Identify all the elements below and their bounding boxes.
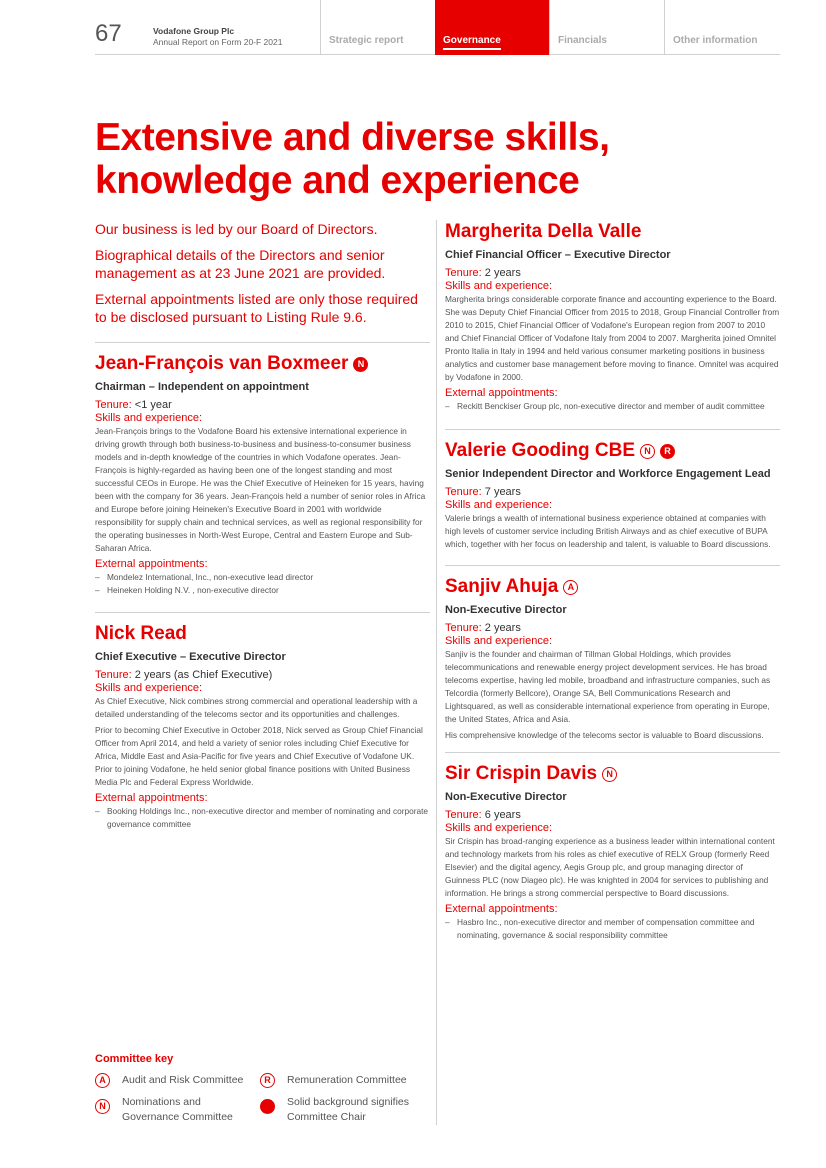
tenure-value: 6 years [484,809,521,821]
external-appointment: – Booking Holdings Inc., non-executive director and member of nominating and corporate governance committee [95,805,430,831]
director-tenure [95,399,430,412]
director-name-row [445,762,780,786]
director-bio [445,293,780,384]
director-card [445,429,780,551]
external-appointments-label: External appointments: [95,558,208,570]
skills-label: Skills and experience: [95,682,203,694]
director-name-row [445,439,780,463]
key-item-nominations: N Nominations and Governance Committee [95,1095,255,1125]
bio-paragraph: Margherita brings considerable corporate finance and accounting experience to the Board. She was Deputy Chief Financial Officer from 2015 to 2018, Group Financial Controller from 2010 to 2015, Chief Financial Officer of Vodafone's European region from 2007 to 2010 and Chief Financial Officer of Vodafone Italy from 2004 to 2007. Margherita joined Omnitel Pronto Italia in Italy in 1994 and held various consumer marketing positions in business analytics and customer base management before moving to finance. Omnitel was acquired by Vodafone in 2000. [445,294,780,382]
tenure-value: 2 years [484,622,521,634]
director-name: Jean-François van Boxmeer [95,353,349,374]
director-name: Sanjiv Ahuja [445,576,559,597]
tenure-value: 2 years (as Chief Executive) [134,669,273,681]
page-title: Extensive and diverse skills, knowledge and experience [95,116,610,202]
director-bio [95,425,430,555]
bio-paragraph: As Chief Executive, Nick combines strong commercial and operational leadership with a detailed understanding of the telecoms sector and its opportunities and challenges. [95,696,418,719]
tenure-value: 7 years [484,486,521,498]
intro [95,220,430,326]
solid-dot-icon [260,1099,275,1114]
director-name: Nick Read [95,623,187,644]
tenure-label: Tenure: [95,669,132,681]
key-item-audit: A Audit and Risk Committee [95,1073,243,1088]
tenure-value: <1 year [134,399,172,411]
director-tenure [445,622,780,635]
external-appointments-label: External appointments: [95,792,208,804]
tenure-label: Tenure: [445,622,482,634]
external-appointments-label: External appointments: [445,903,558,915]
director-role: Non-Executive Director [445,791,567,803]
director-tenure [445,809,780,822]
bio-paragraph: Sanjiv is the founder and chairman of Tillman Global Holdings, which provides telecommunications and renewable energy project development services. He has broad telecoms expertise, having led mobile, broadband and infrastructure companies, such as Telcordia (formerly Bellcore), Orange SA, Bell Communications Research and Lightsquared, as well as considerable international experience from operating in Europe, the United States, Africa and Asia. [445,649,771,724]
key-item-remuneration: R Remuneration Committee [260,1073,407,1088]
skills-label: Skills and experience: [445,499,553,511]
director-name: Sir Crispin Davis [445,763,598,784]
director-name: Valerie Gooding CBE [445,440,636,461]
committee-key-title: Committee key [95,1053,174,1065]
tenure-label: Tenure: [445,486,482,498]
director-bio [445,512,780,551]
external-appointment: – Mondelez International, Inc., non-executive lead director [95,571,430,584]
director-card [95,612,430,831]
committee-n-icon: N [640,444,655,459]
intro-line: External appointments listed are only those required to be disclosed pursuant to Listing Rule 9.6. [95,291,418,325]
audit-badge-icon: A [95,1073,110,1088]
director-card [95,342,430,597]
director-role: Chief Financial Officer – Executive Director [445,249,671,261]
nominations-badge-icon: N [95,1099,110,1114]
report-name: Annual Report on Form 20-F 2021 [153,37,283,47]
bio-paragraph: Prior to becoming Chief Executive in October 2018, Nick served as Group Chief Financial Officer from April 2014, and held a variety of senior roles including Chief Executive for Africa, Middle East and Asia-Pacific for five years and Chief Executive of Vodafone UK. Prior to joining Vodafone, he held senior global finance positions with United Business Media Plc and Federal Express Worldwide. [95,725,423,787]
director-role: Chief Executive – Executive Director [95,651,286,663]
director-tenure [95,669,430,682]
director-bio [445,648,780,742]
intro-line: Our business is led by our Board of Directors. [95,221,378,237]
committee-a-icon: A [563,580,578,595]
external-appointment: – Reckitt Benckiser Group plc, non-executive director and member of audit committee [445,400,780,413]
bio-paragraph: His comprehensive knowledge of the telecoms sector is valuable to Board discussions. [445,730,764,740]
director-bio [445,835,780,900]
committee-n-icon: N [353,357,368,372]
intro-line: Biographical details of the Directors and senior management as at 23 June 2021 are provided. [95,247,386,281]
company-name: Vodafone Group Plc [153,26,235,36]
right-column [445,220,780,942]
nav-tab-strategic-report[interactable]: Strategic report [320,0,435,55]
committee-r-icon: R [660,444,675,459]
director-name: Margherita Della Valle [445,221,642,242]
director-card [445,752,780,942]
skills-label: Skills and experience: [445,280,553,292]
key-item-chair: Solid background signifies Committee Chair [260,1095,430,1125]
nav-tab-financials[interactable]: Financials [549,0,664,55]
skills-label: Skills and experience: [95,412,203,424]
tenure-label: Tenure: [445,267,482,279]
director-tenure [445,267,780,280]
committee-n-icon: N [602,767,617,782]
tenure-label: Tenure: [445,809,482,821]
column-divider [436,220,437,1125]
director-name-row [445,575,780,599]
director-role: Senior Independent Director and Workforce Engagement Lead [445,468,771,480]
director-tenure [445,486,780,499]
external-appointments-label: External appointments: [445,387,558,399]
bio-paragraph: Valerie brings a wealth of international business experience obtained at companies with high levels of customer service including British Airways and as chief executive of BUPA which, together with her focus on leadership and talent, is valuable to Board discussions. [445,513,771,549]
external-appointment: – Hasbro Inc., non-executive director and member of compensation committee and nominating, governance & social responsibility committee [445,916,780,942]
left-column [95,220,430,831]
director-name-row [95,622,430,646]
committee-key [95,1053,430,1123]
director-bio [95,695,430,789]
skills-label: Skills and experience: [445,635,553,647]
director-role: Non-Executive Director [445,604,567,616]
page-header [95,0,780,55]
skills-label: Skills and experience: [445,822,553,834]
director-role: Chairman – Independent on appointment [95,381,309,393]
director-card [445,220,780,413]
director-card [445,565,780,742]
remuneration-badge-icon: R [260,1073,275,1088]
director-name-row [445,220,780,244]
nav-tab-other-information[interactable]: Other information [664,0,780,55]
tenure-label: Tenure: [95,399,132,411]
page-number: 67 [95,20,122,47]
tenure-value: 2 years [484,267,521,279]
bio-paragraph: Jean-François brings to the Vodafone Board his extensive international experience in driving growth through both business-to-business and business-to-consumer business models and in-depth knowledge of the countries in which Vodafone operates. Jean-François is highly-regarded as having been one of the longest standing and most successful CEOs in Europe. He was the Chief Executive of Heineken for 15 years, having been with the company for 36 years. Jean-François held a number of senior roles in Africa and Europe before joining Heineken's Executive Board in 2001 with worldwide responsibility for supply chain and technical services, as well as regional responsibility for the operating businesses in North-West Europe, Central and Eastern Europe and Sub-Saharan Africa. [95,426,426,553]
bio-paragraph: Sir Crispin has broad-ranging experience as a business leader within international content and technology markets from his roles as chief executive of RELX Group (formerly Reed Elsevier) and the digital agency, Aegis Group plc, and group managing director of Guinness PLC (now Diageo plc). He was knighted in 2004 for services to publishing and information. He brings a strong commercial perspective to Board discussions. [445,836,775,898]
external-appointment: – Heineken Holding N.V. , non-executive director [95,584,430,597]
director-name-row [95,352,430,376]
nav-tab-governance[interactable]: Governance [435,0,549,55]
